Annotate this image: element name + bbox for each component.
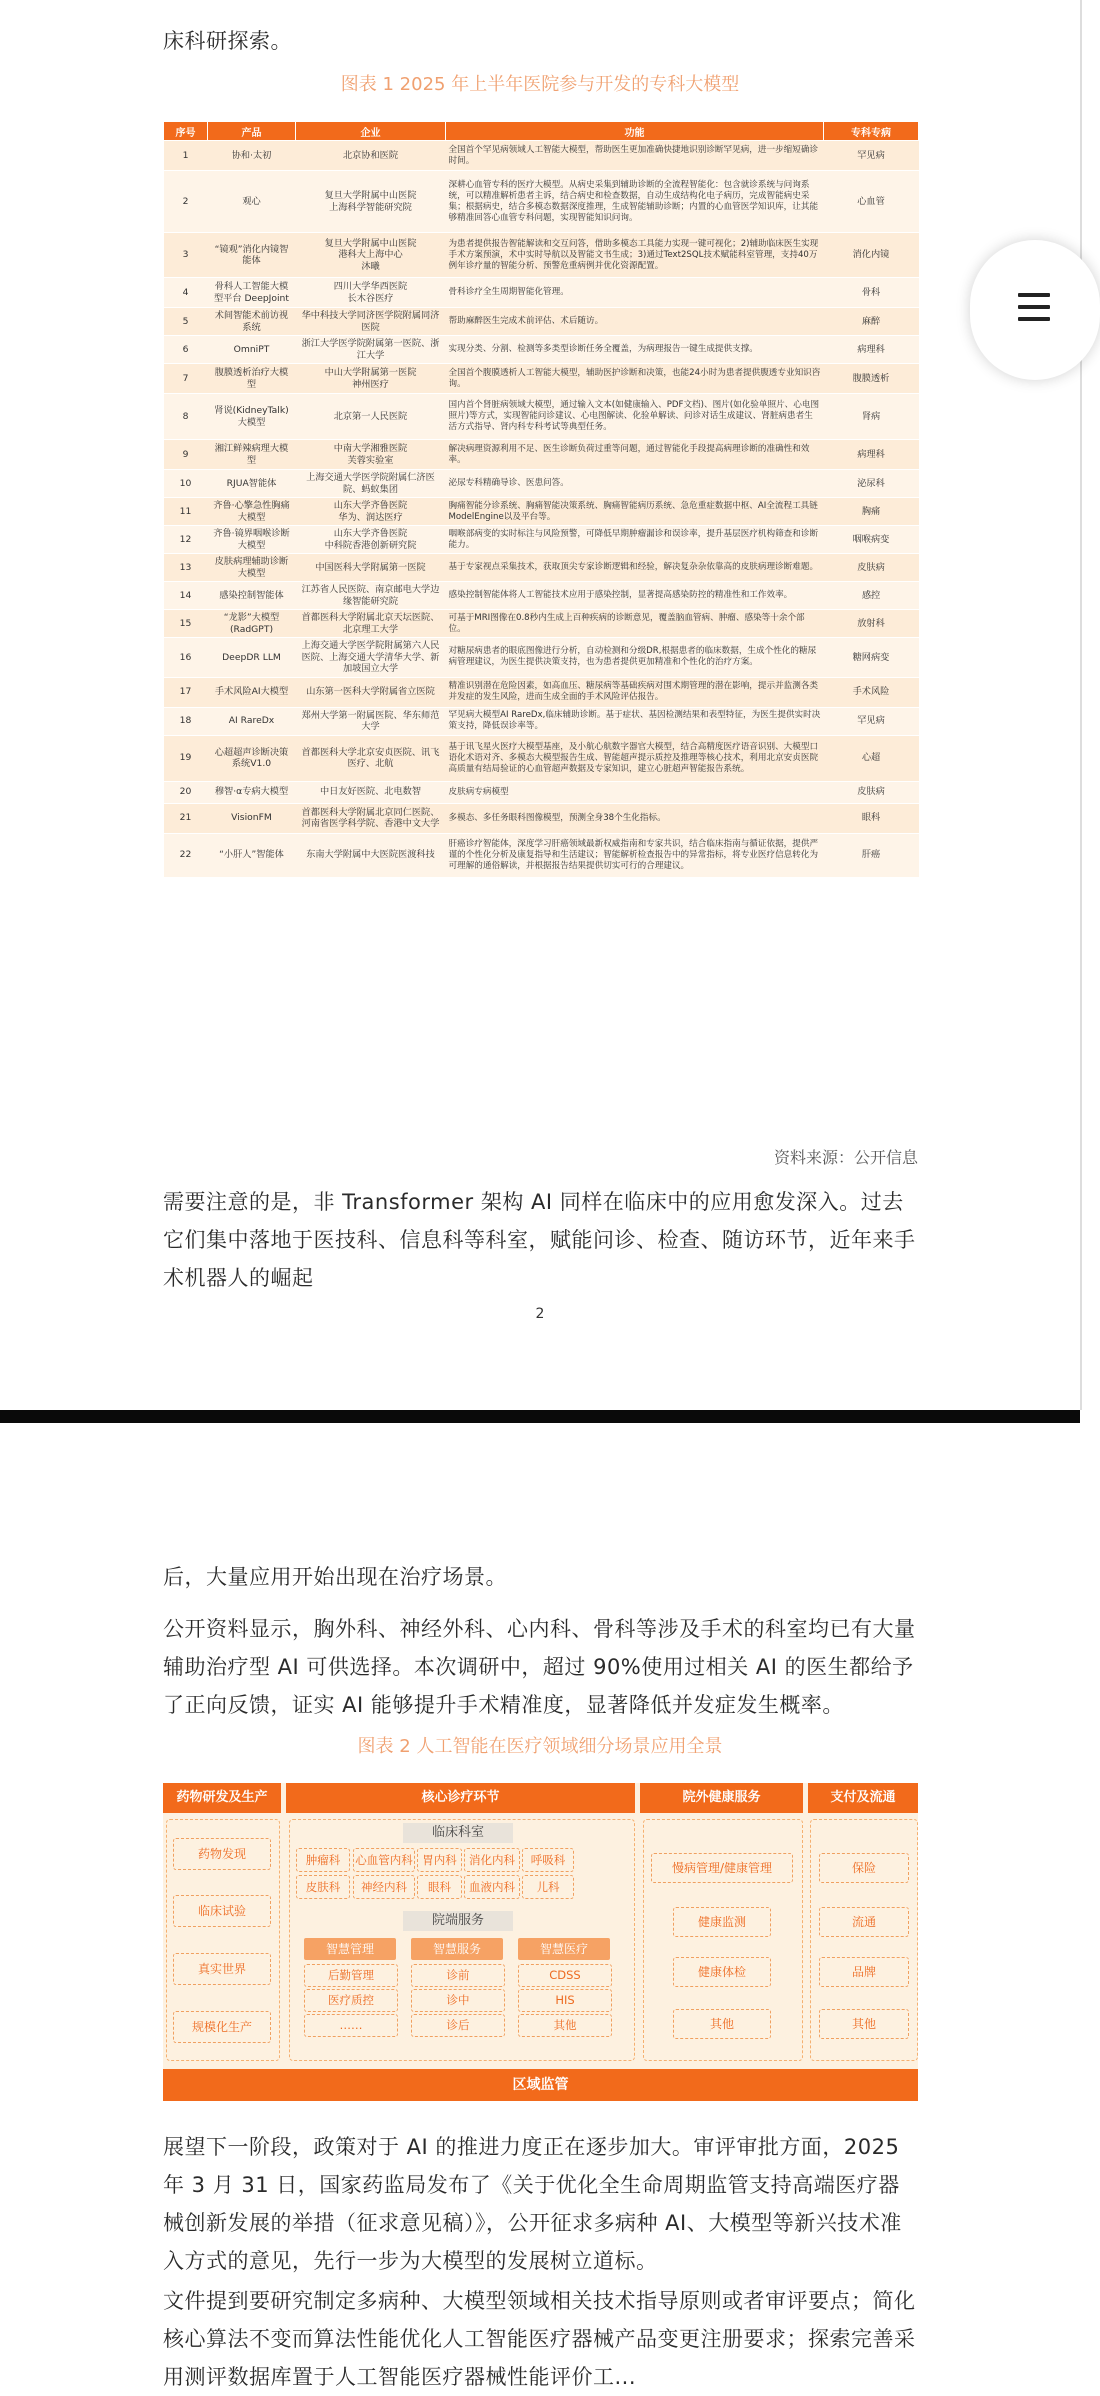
clinical-trial: 临床试验: [173, 1895, 271, 1927]
service-item: 医疗质控: [304, 1989, 398, 2012]
cell-no: 4: [164, 278, 208, 308]
cell-specialty: 罕见病: [824, 141, 919, 171]
header-drug-rd: 药物研发及生产: [163, 1783, 281, 1813]
cell-function: 基于专家视点采集技术，获取顶尖专家诊断逻辑和经验，解决复杂杂依靠高的皮肤病理诊断难题。: [446, 554, 824, 582]
header-out-hospital: 院外健康服务: [640, 1783, 803, 1813]
service-item: 后勤管理: [304, 1964, 398, 1987]
cell-specialty: 心血管: [824, 171, 919, 233]
cell-company: 复旦大学附属中山医院 港科大上海中心 沐曦: [296, 233, 446, 278]
table-row: [164, 610, 919, 638]
cell-specialty: 消化内镜: [824, 233, 919, 278]
cell-product: 皮肤病理辅助诊断大模型: [208, 554, 296, 582]
table-row: [164, 526, 919, 554]
cell-product: 齐鲁·心擎急性胸痛大模型: [208, 498, 296, 526]
cell-function: 基于讯飞星火医疗大模型基座，及小航心航数字器官大模型，结合高精度医疗语音识别、大模型口语化术语对齐、多模态大模型报告生成、智能超声提示质控及推理等核心技术，利用北京安贞医院高质量有结局验证的心血管超声数据及专家知识，建立心脏超声智能报告系统。: [446, 735, 824, 781]
cell-function: 实现分类、分割、检测等多类型诊断任务全覆盖，为病理报告一键生成提供支撑。: [446, 336, 824, 364]
cell-no: 15: [164, 610, 208, 638]
cell-company: 山东大学齐鲁医院 中科院香港创新研究院: [296, 526, 446, 554]
cell-company: 首都医科大学北京安贞医院、讯飞医疗、北航: [296, 735, 446, 781]
cell-function: 为患者提供报告智能解读和交互问答，借助多模态工具能力实现一键可视化；2)辅助临床医生实现手术方案预演，术中实时导航以及智能文书生成；3)通过Text2SQL技术赋能科室管理，支持40万例年诊疗量的智能分析、预警危重病例并优化资源配置。: [446, 233, 824, 278]
cell-specialty: 手术风险: [824, 677, 919, 707]
service-item: 诊后: [411, 2014, 505, 2037]
cell-product: 手术风险AI大模型: [208, 677, 296, 707]
ai-medical-landscape-figure: [163, 1783, 918, 2101]
header-core-diagnosis: 核心诊疗环节: [286, 1783, 635, 1813]
payment-other: 其他: [819, 2009, 909, 2039]
regional-supervision-bar: 区域监管: [163, 2069, 918, 2101]
drug-discovery: 药物发现: [173, 1838, 271, 1870]
dept-box: 眼科: [417, 1875, 462, 1899]
paragraph-policy: 展望下一阶段，政策对于 AI 的推进力度正在逐步加大。审评审批方面，2025 年 3 月 31 日，国家药监局发布了《关于优化全生命周期监管支持高端医疗器械创新发展的举措（征求意见稿）》，公开征求多病种 AI、大模型等新兴技术准入方式的意见，先行一步为大模型的发展树立道标。: [163, 2135, 902, 2273]
table-row: [164, 582, 919, 610]
cell-function: 皮肤病专病模型: [446, 781, 824, 803]
cell-function: 可基于MRI图像在0.8秒内生成上百种疾病的诊断意见，覆盖脑血管病、肿瘤、感染等十余个部位。: [446, 610, 824, 638]
cell-no: 5: [164, 308, 208, 336]
cell-no: 22: [164, 833, 208, 877]
cell-function: 帮助麻醉医生完成术前评估、术后随访。: [446, 308, 824, 336]
cell-company: 中山大学附属第一医院 神州医疗: [296, 364, 446, 394]
cell-no: 14: [164, 582, 208, 610]
cell-specialty: 咽喉病变: [824, 526, 919, 554]
hospital-service-label: 院端服务: [403, 1911, 513, 1931]
data-source: 资料来源：公开信息: [773, 1148, 918, 1167]
cell-product: 齐鲁·镜界咽喉诊断大模型: [208, 526, 296, 554]
cell-function: 肝癌诊疗智能体，深度学习肝癌领域最新权威指南和专家共识，结合临床指南与循证依据，提供严谨的个性化分析及康复指导和生活建议；智能解析检查报告中的异常指标，将专业医疗信息转化为可理解的通俗解读，并根据报告结果提供切实可行的合理建议。: [446, 833, 824, 877]
cell-specialty: 心超: [824, 735, 919, 781]
service-head: 智慧医疗: [518, 1938, 610, 1960]
chronic-management: 慢病管理/健康管理: [651, 1853, 793, 1883]
cell-no: 10: [164, 470, 208, 498]
cell-product: “小肝人”智能体: [208, 833, 296, 877]
table-row: [164, 308, 919, 336]
page-divider: [0, 1410, 1080, 1423]
page-number: 2: [535, 1306, 545, 1322]
table-row: [164, 336, 919, 364]
table-header-row: [164, 122, 919, 141]
cell-no: 6: [164, 336, 208, 364]
table-row: [164, 470, 919, 498]
cell-no: 18: [164, 707, 208, 735]
dept-box: 胃内科: [417, 1848, 462, 1872]
cell-product: 观心: [208, 171, 296, 233]
cell-company: 山东大学齐鲁医院 华为、润达医疗: [296, 498, 446, 526]
cell-function: 咽喉部病变的实时标注与风险预警，可降低早期肿瘤漏诊和误诊率，提升基层医疗机构筛查和诊断能力。: [446, 526, 824, 554]
cell-company: 中日友好医院、北电数智: [296, 781, 446, 803]
insurance: 保险: [819, 1853, 909, 1883]
dept-box: 皮肤科: [296, 1875, 350, 1899]
cell-function: 泌尿专科精确导诊、医患问答。: [446, 470, 824, 498]
paragraph-surgery-ai: 公开资料显示，胸外科、神经外科、心内科、骨科等涉及手术的科室均已有大量辅助治疗型 AI 可供选择。本次调研中，超过 90%使用过相关 AI 的医生都给予了正向反馈，证实 AI 能够提升手术精准度，显著降低并发症发生概率。: [163, 1617, 916, 1717]
cell-product: 湘江鲜辣病理大模型: [208, 440, 296, 470]
cell-no: 12: [164, 526, 208, 554]
cell-product: 协和·太初: [208, 141, 296, 171]
table-row: [164, 707, 919, 735]
floating-menu-button[interactable]: [970, 240, 1100, 380]
paragraph-treatment: 后，大量应用开始出现在治疗场景。: [163, 1565, 507, 1589]
cell-specialty: 皮肤病: [824, 781, 919, 803]
cell-function: 骨科诊疗全生周期智能化管理。: [446, 278, 824, 308]
service-item: CDSS: [518, 1964, 612, 1987]
table-row: [164, 171, 919, 233]
cell-no: 9: [164, 440, 208, 470]
cell-function: 精准识别潜在危险因素，如高血压、糖尿病等基础疾病对围术期管理的潜在影响，提示并监测各类并发症的发生风险，进而生成全面的手术风险评估报告。: [446, 677, 824, 707]
cell-product: “镜观”消化内镜智能体: [208, 233, 296, 278]
table-row: [164, 498, 919, 526]
table-row: [164, 278, 919, 308]
figure1-title: 图表 1 2025 年上半年医院参与开发的专科大模型: [340, 74, 740, 95]
cell-no: 7: [164, 364, 208, 394]
table-row: [164, 781, 919, 803]
cell-specialty: 眼科: [824, 803, 919, 833]
cell-product: OmniPT: [208, 336, 296, 364]
col-header-function: 功能: [446, 122, 824, 141]
cell-function: 全国首个罕见病领域人工智能大模型，帮助医生更加准确快捷地识别诊断罕见病，进一步缩短确诊时间。: [446, 141, 824, 171]
paragraph-nontransformer: 需要注意的是，非 Transformer 架构 AI 同样在临床中的应用愈发深入。过去它们集中落地于医技科、信息科等科室，赋能问诊、检查、随访环节，近年来手术机器人的崛起: [163, 1190, 916, 1290]
cell-specialty: 感控: [824, 582, 919, 610]
cell-company: 上海交通大学医学院附属仁济医院、蚂蚁集团: [296, 470, 446, 498]
table-row: [164, 803, 919, 833]
header-payment: 支付及流通: [808, 1783, 918, 1813]
table-row: [164, 141, 919, 171]
dept-box: 呼吸科: [522, 1848, 574, 1872]
health-other: 其他: [673, 2009, 771, 2039]
cell-no: 20: [164, 781, 208, 803]
service-item: 其他: [518, 2014, 612, 2037]
cell-company: 北京第一人民医院: [296, 394, 446, 440]
circulation: 流通: [819, 1907, 909, 1937]
specialty-model-table: [163, 121, 919, 878]
table-row: [164, 394, 919, 440]
cell-specialty: 麻醉: [824, 308, 919, 336]
dept-box: 儿科: [522, 1875, 574, 1899]
dept-box: 消化内科: [464, 1848, 520, 1872]
cell-company: 上海交通大学医学院附属第六人民医院、上海交通大学清华大学、新加坡国立大学: [296, 638, 446, 678]
cell-function: 多模态、多任务眼科图像模型，预测全身38个生化指标。: [446, 803, 824, 833]
cell-function: 国内首个肾脏病领域大模型，通过输入文本(如健康输入、PDF文档)、图片(如化验单照片、心电图照片)等方式，实现智能问诊建议、心电图解读、化验单解读、问诊对话生成建议、肾脏病患者生活方式指导、肾内科专科考试等典型任务。: [446, 394, 824, 440]
cell-function: 解决病理资源利用不足、医生诊断负荷过重等问题，通过智能化手段提高病理诊断的准确性和效率。: [446, 440, 824, 470]
col-header-product: 产品: [208, 122, 296, 141]
cell-specialty: 病理科: [824, 440, 919, 470]
cell-no: 13: [164, 554, 208, 582]
dept-box: 血液内科: [464, 1875, 520, 1899]
table-row: [164, 554, 919, 582]
cell-company: 北京协和医院: [296, 141, 446, 171]
cell-specialty: 胸痛: [824, 498, 919, 526]
dept-box: 神经内科: [353, 1875, 415, 1899]
cell-company: 浙江大学医学院附属第一医院、浙江大学: [296, 336, 446, 364]
cell-product: RJUA智能体: [208, 470, 296, 498]
cell-function: 全国首个腹膜透析人工智能大模型，辅助医护诊断和决策，也能24小时为患者提供腹透专业知识咨询。: [446, 364, 824, 394]
cell-specialty: 骨科: [824, 278, 919, 308]
service-head: 智慧管理: [304, 1938, 396, 1960]
cell-product: VisionFM: [208, 803, 296, 833]
col-header-specialty: 专科专病: [824, 122, 919, 141]
table-row: [164, 735, 919, 781]
cell-no: 3: [164, 233, 208, 278]
dept-box: 肿瘤科: [296, 1848, 350, 1872]
cell-company: 江苏省人民医院、南京邮电大学边缘智能研究院: [296, 582, 446, 610]
table-row: [164, 677, 919, 707]
cell-company: 首都医科大学附属北京天坛医院、北京理工大学: [296, 610, 446, 638]
cell-product: 肾说(KidneyTalk)大模型: [208, 394, 296, 440]
cell-specialty: 放射科: [824, 610, 919, 638]
cell-no: 11: [164, 498, 208, 526]
cell-no: 21: [164, 803, 208, 833]
service-item: 诊中: [411, 1989, 505, 2012]
cell-specialty: 罕见病: [824, 707, 919, 735]
cell-company: 东南大学附属中大医院医渡科技: [296, 833, 446, 877]
cell-no: 19: [164, 735, 208, 781]
service-head: 智慧服务: [411, 1938, 503, 1960]
table-row: [164, 233, 919, 278]
cell-no: 17: [164, 677, 208, 707]
cell-company: 中国医科大学附属第一医院: [296, 554, 446, 582]
cell-company: 中南大学湘雅医院 芙蓉实验室: [296, 440, 446, 470]
cell-no: 2: [164, 171, 208, 233]
service-item: HIS: [518, 1989, 612, 2012]
cell-product: 穆智·α专病大模型: [208, 781, 296, 803]
cell-product: 术间智能术前访视系统: [208, 308, 296, 336]
cell-specialty: 肝癌: [824, 833, 919, 877]
figure2-title: 图表 2 人工智能在医疗领域细分场景应用全景: [357, 1736, 723, 1757]
health-checkup: 健康体检: [673, 1957, 771, 1987]
service-item: ……: [304, 2014, 398, 2037]
cell-specialty: 皮肤病: [824, 554, 919, 582]
paragraph-continued: 床科研探索。: [163, 29, 292, 53]
hamburger-menu-icon: [1018, 293, 1050, 325]
cell-product: 心超超声诊断决策系统V1.0: [208, 735, 296, 781]
dept-box: 心血管内科: [353, 1848, 415, 1872]
cell-no: 8: [164, 394, 208, 440]
table-row: [164, 833, 919, 877]
cell-function: 对糖尿病患者的眼底图像进行分析，自动检测和分级DR,根据患者的临床数据，生成个性化的糖尿病管理建议，为医生提供决策支持，也为患者提供更加精准和个性化的治疗方案。: [446, 638, 824, 678]
clinical-dept-label: 临床科室: [403, 1823, 513, 1843]
table-row: [164, 364, 919, 394]
cell-specialty: 腹膜透析: [824, 364, 919, 394]
cell-function: 感染控制智能体将人工智能技术应用于感染控制，显著提高感染防控的精准性和工作效率。: [446, 582, 824, 610]
col-header-company: 企业: [296, 122, 446, 141]
cell-specialty: 病理科: [824, 336, 919, 364]
col-header-no: 序号: [164, 122, 208, 141]
scale-production: 规模化生产: [173, 2011, 271, 2043]
brand: 品牌: [819, 1957, 909, 1987]
cell-specialty: 糖网病变: [824, 638, 919, 678]
table-row: [164, 638, 919, 678]
table-row: [164, 440, 919, 470]
cell-specialty: 泌尿科: [824, 470, 919, 498]
cell-specialty: 肾病: [824, 394, 919, 440]
cell-no: 16: [164, 638, 208, 678]
cell-no: 1: [164, 141, 208, 171]
cell-function: 深耕心血管专科的医疗大模型。从病史采集到辅助诊断的全流程智能化：包含就诊系统与问询系统，可以精准解析患者主诉，结合病史和检查数据，自动生成结构化电子病历，完成智能病史采集；根据病史，结合多模态数据深度推理，生成智能辅助诊断；内置的心血管医学知识库，让其能够精准回答心血管专科问题，实现智能知识问询。: [446, 171, 824, 233]
cell-function: 胸痛智能分诊系统、胸痛智能决策系统、胸痛智能病历系统、急危重症数据中枢、AI全流程工具链ModelEngine以及平台等。: [446, 498, 824, 526]
cell-product: 腹膜透析治疗大模型: [208, 364, 296, 394]
cell-company: 首都医科大学附属北京同仁医院、河南省医学科学院、香港中文大学: [296, 803, 446, 833]
cell-company: 华中科技大学同济医学院附属同济医院: [296, 308, 446, 336]
cell-company: 郑州大学第一附属医院、华东师范大学: [296, 707, 446, 735]
cell-product: 感染控制智能体: [208, 582, 296, 610]
service-item: 诊前: [411, 1964, 505, 1987]
cell-company: 山东第一医科大学附属省立医院: [296, 677, 446, 707]
cell-company: 复旦大学附属中山医院 上海科学智能研究院: [296, 171, 446, 233]
cell-function: 罕见病大模型AI RareDx,临床辅助诊断。基于症状、基因检测结果和表型特征，为医生提供实时决策支持，降低误诊率等。: [446, 707, 824, 735]
cell-product: 骨科人工智能大模型平台 DeepJoint: [208, 278, 296, 308]
real-world: 真实世界: [173, 1953, 271, 1985]
paragraph-guidelines: 文件提到要研究制定多病种、大模型领域相关技术指导原则或者审评要点；简化核心算法不变而算法性能优化人工智能医疗器械产品变更注册要求；探索完善采用测评数据库置于人工智能医疗器械性能评价工...: [163, 2289, 916, 2389]
health-monitoring: 健康监测: [673, 1907, 771, 1937]
cell-company: 四川大学华西医院 长木谷医疗: [296, 278, 446, 308]
cell-product: DeepDR LLM: [208, 638, 296, 678]
cell-product: “龙影”大模型(RadGPT): [208, 610, 296, 638]
cell-product: AI RareDx: [208, 707, 296, 735]
